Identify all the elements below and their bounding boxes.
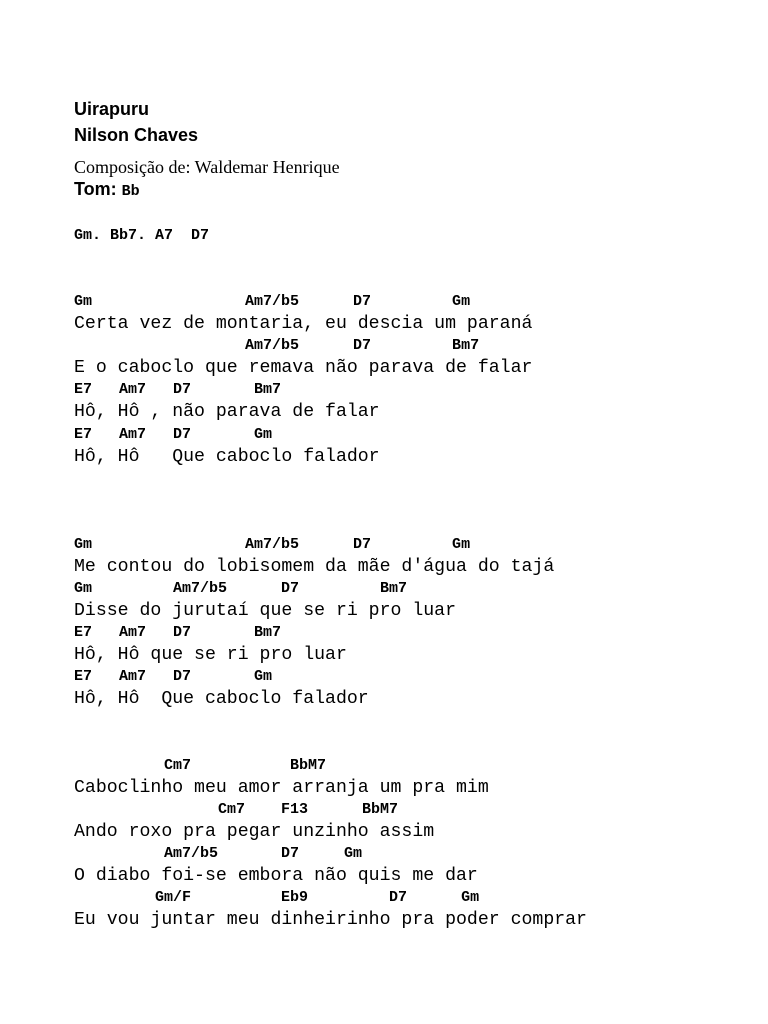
key-value: Bb — [121, 183, 140, 200]
lyric-line: Hô, Hô Que caboclo falador — [74, 689, 369, 710]
song-sheet — [74, 96, 754, 931]
chord-line: Cm7 F13 BbM7 — [74, 800, 399, 818]
lyric-line: Ando roxo pra pegar unzinho assim — [74, 821, 435, 842]
chord-line: E7 Am7 D7 Gm — [74, 668, 273, 686]
lyric-line: Hô, Hô , não parava de falar — [74, 402, 380, 423]
song-title: Uirapuru — [74, 99, 150, 119]
key-line — [74, 178, 754, 203]
chord-line: E7 Am7 D7 Bm7 — [74, 381, 282, 399]
verse-3 — [74, 755, 754, 932]
lyric-line: Disse do jurutaí que se ri pro luar — [74, 601, 456, 622]
lyric-line: Hô, Hô Que caboclo falador — [74, 446, 380, 467]
chord-line: E7 Am7 D7 Bm7 — [74, 624, 282, 642]
lyric-line: E o caboclo que remava não parava de falar — [74, 358, 533, 379]
composer-credit: Composição de: Waldemar Henrique — [74, 157, 340, 177]
lyric-line: Eu vou juntar meu dinheirinho pra poder comprar — [74, 910, 587, 931]
chord-line: Cm7 BbM7 — [74, 756, 327, 774]
chord-line: Gm/F Eb9 D7 Gm — [74, 889, 480, 907]
verse-2 — [74, 534, 754, 711]
chord-line: Am7/b5 D7 Gm — [74, 844, 363, 862]
key-label: Tom: — [74, 179, 117, 199]
intro-chords: Gm. Bb7. A7 D7 — [74, 227, 210, 244]
lyric-line: Hô, Hô que se ri pro luar — [74, 645, 347, 666]
verse-1 — [74, 291, 754, 468]
lyric-line: Certa vez de montaria, eu descia um paraná — [74, 314, 533, 335]
chord-line: Gm Am7/b5 D7 Bm7 — [74, 579, 408, 597]
lyric-line: O diabo foi-se embora não quis me dar — [74, 865, 478, 886]
artist-name: Nilson Chaves — [74, 125, 199, 145]
chord-line: Gm Am7/b5 D7 Gm — [74, 535, 471, 553]
chord-line: Gm Am7/b5 D7 Gm — [74, 293, 471, 310]
chord-line: E7 Am7 D7 Gm — [74, 425, 273, 443]
lyric-line: Caboclinho meu amor arranja um pra mim — [74, 777, 489, 798]
chord-line: Am7/b5 D7 Bm7 — [74, 337, 480, 355]
lyric-line: Me contou do lobisomem da mãe d'água do tajá — [74, 556, 555, 577]
